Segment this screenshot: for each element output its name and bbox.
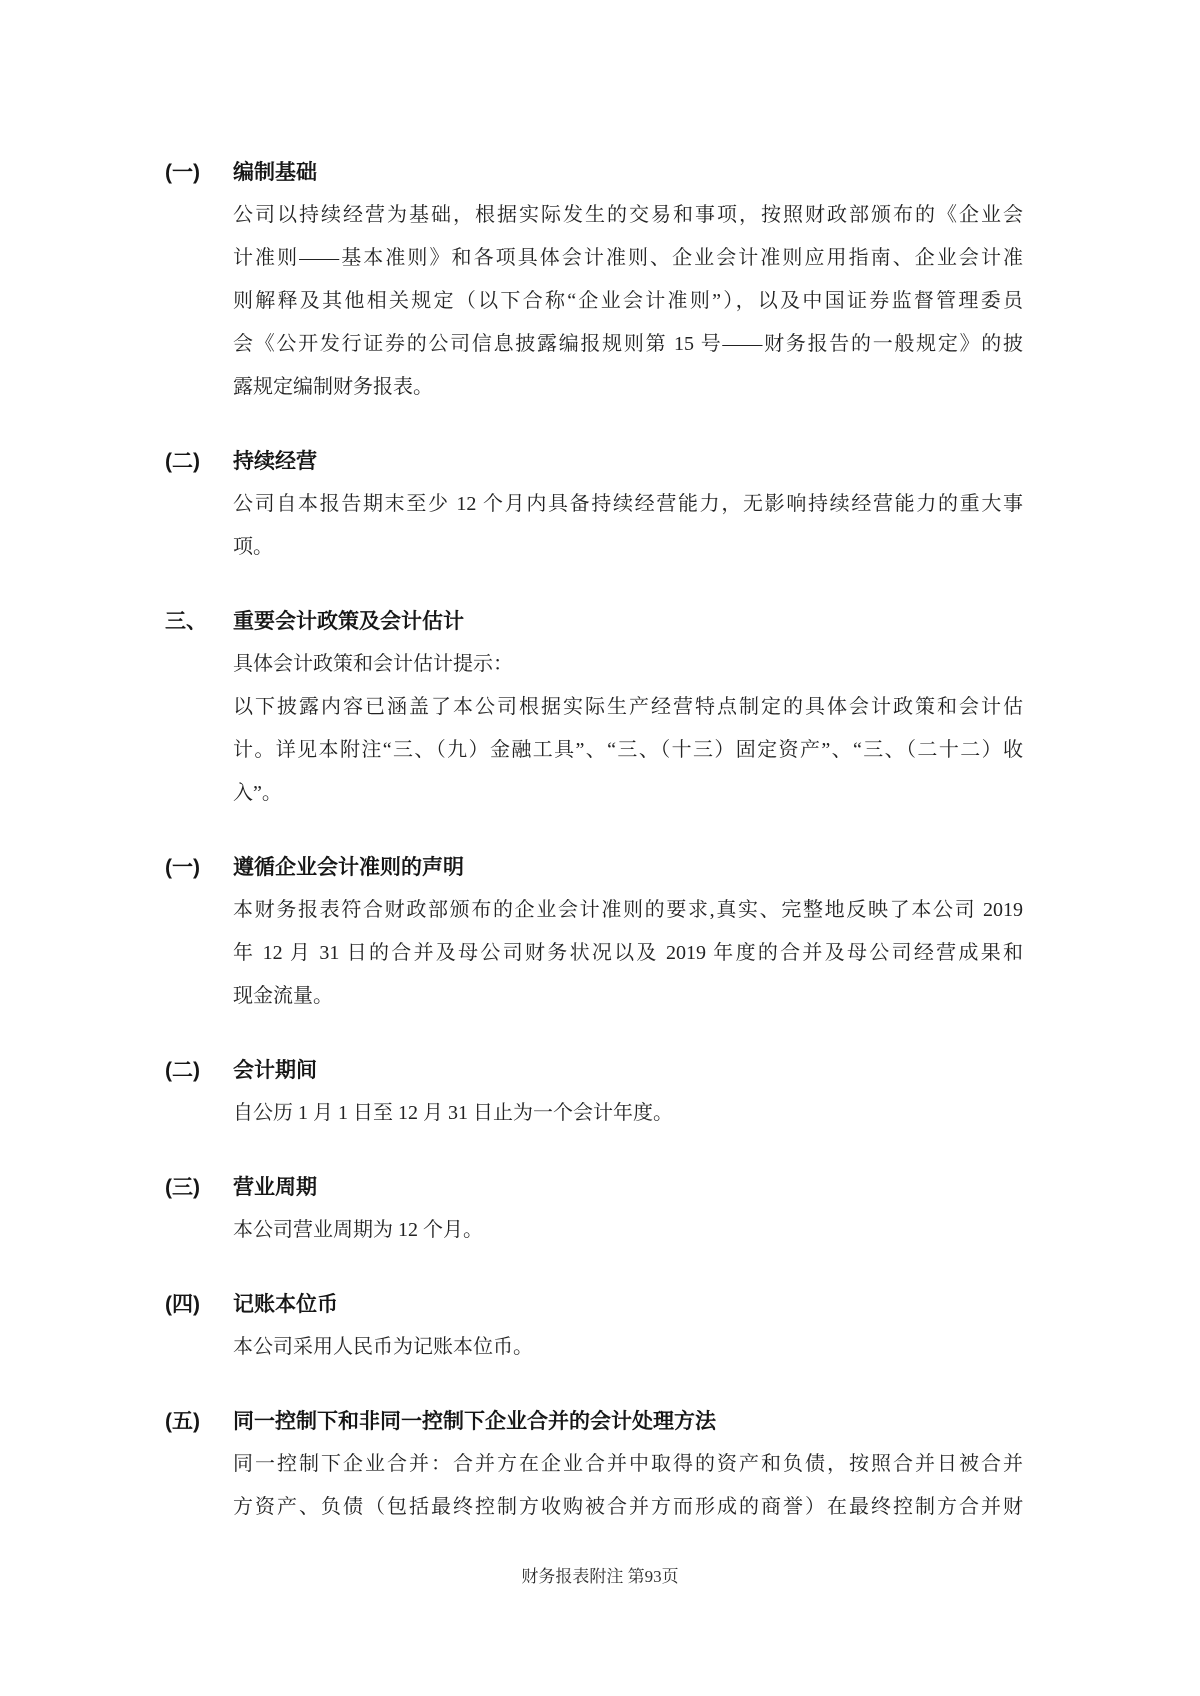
section-number: (二) <box>165 1059 200 1082</box>
section-preparation-basis <box>165 151 1023 409</box>
paragraph-line: 具体会计政策和会计估计提示： <box>233 653 513 675</box>
paragraph-line: 方资产、负债（包括最终控制方收购被合并方而形成的商誉）在最终控制方合并财 <box>233 1496 1023 1518</box>
section-number: (一) <box>165 161 200 184</box>
section-operating-cycle <box>165 1166 1023 1252</box>
paragraph-line: 会《公开发行证券的公司信息披露编报规则第 15 号——财务报告的一般规定》的披 <box>233 333 1023 355</box>
section-body <box>233 1443 1023 1529</box>
section-business-combination <box>165 1400 1023 1529</box>
section-body <box>233 194 1023 409</box>
section-heading <box>165 600 1023 643</box>
section-body <box>233 643 1023 815</box>
document-content <box>165 151 1023 1529</box>
paragraph-line: 自公历 1 月 1 日至 12 月 31 日止为一个会计年度。 <box>233 1102 673 1124</box>
section-body <box>233 1209 1023 1252</box>
paragraph-line: 同一控制下企业合并：合并方在企业合并中取得的资产和负债，按照合并日被合并 <box>233 1453 1023 1475</box>
paragraph-line: 以下披露内容已涵盖了本公司根据实际生产经营特点制定的具体会计政策和会计估 <box>233 696 1023 718</box>
section-number: 三、 <box>165 610 207 633</box>
section-going-concern <box>165 440 1023 569</box>
section-heading <box>165 1166 1023 1209</box>
section-title: 重要会计政策及会计估计 <box>233 610 464 633</box>
section-title: 持续经营 <box>233 450 317 473</box>
section-title: 遵循企业会计准则的声明 <box>233 856 464 879</box>
section-number: (五) <box>165 1410 200 1433</box>
paragraph-line: 计准则——基本准则》和各项具体会计准则、企业会计准则应用指南、企业会计准 <box>233 247 1023 269</box>
section-number: (四) <box>165 1293 200 1316</box>
page-footer: 财务报表附注 第93页 <box>521 1567 679 1586</box>
section-body <box>233 1092 1023 1135</box>
section-body <box>233 483 1023 569</box>
paragraph-line: 本财务报表符合财政部颁布的企业会计准则的要求,真实、完整地反映了本公司 2019 <box>233 899 1023 921</box>
section-title: 会计期间 <box>233 1059 317 1082</box>
section-number: (二) <box>165 450 200 473</box>
section-title: 营业周期 <box>233 1176 317 1199</box>
section-heading <box>165 846 1023 889</box>
section-title: 同一控制下和非同一控制下企业合并的会计处理方法 <box>233 1410 716 1433</box>
section-functional-currency <box>165 1283 1023 1369</box>
paragraph-line: 本公司营业周期为 12 个月。 <box>233 1219 483 1241</box>
paragraph-line: 现金流量。 <box>233 985 333 1007</box>
section-accounting-period <box>165 1049 1023 1135</box>
section-body <box>233 1326 1023 1369</box>
section-heading <box>165 1400 1023 1443</box>
section-body <box>233 889 1023 1018</box>
section-number: (一) <box>165 856 200 879</box>
paragraph-line: 公司自本报告期末至少 12 个月内具备持续经营能力，无影响持续经营能力的重大事 <box>233 493 1023 515</box>
section-title: 编制基础 <box>233 161 317 184</box>
paragraph-line: 项。 <box>233 536 273 558</box>
section-heading <box>165 151 1023 194</box>
section-heading <box>165 440 1023 483</box>
section-heading <box>165 1049 1023 1092</box>
paragraph-line: 年 12 月 31 日的合并及母公司财务状况以及 2019 年度的合并及母公司经营成果和 <box>233 942 1023 964</box>
paragraph-line: 本公司采用人民币为记账本位币。 <box>233 1336 533 1358</box>
section-heading <box>165 1283 1023 1326</box>
section-title: 记账本位币 <box>233 1293 338 1316</box>
section-accounting-policies <box>165 600 1023 815</box>
paragraph-line: 则解释及其他相关规定（以下合称“企业会计准则”），以及中国证券监督管理委员 <box>233 290 1023 312</box>
paragraph-line: 公司以持续经营为基础，根据实际发生的交易和事项，按照财政部颁布的《企业会 <box>233 204 1023 226</box>
paragraph-line: 入”。 <box>233 782 282 804</box>
section-compliance-statement <box>165 846 1023 1018</box>
paragraph-line: 露规定编制财务报表。 <box>233 376 433 398</box>
paragraph-line: 计。详见本附注“三、（九）金融工具”、“三、（十三）固定资产”、“三、（二十二）收 <box>233 739 1023 761</box>
section-number: (三) <box>165 1176 200 1199</box>
